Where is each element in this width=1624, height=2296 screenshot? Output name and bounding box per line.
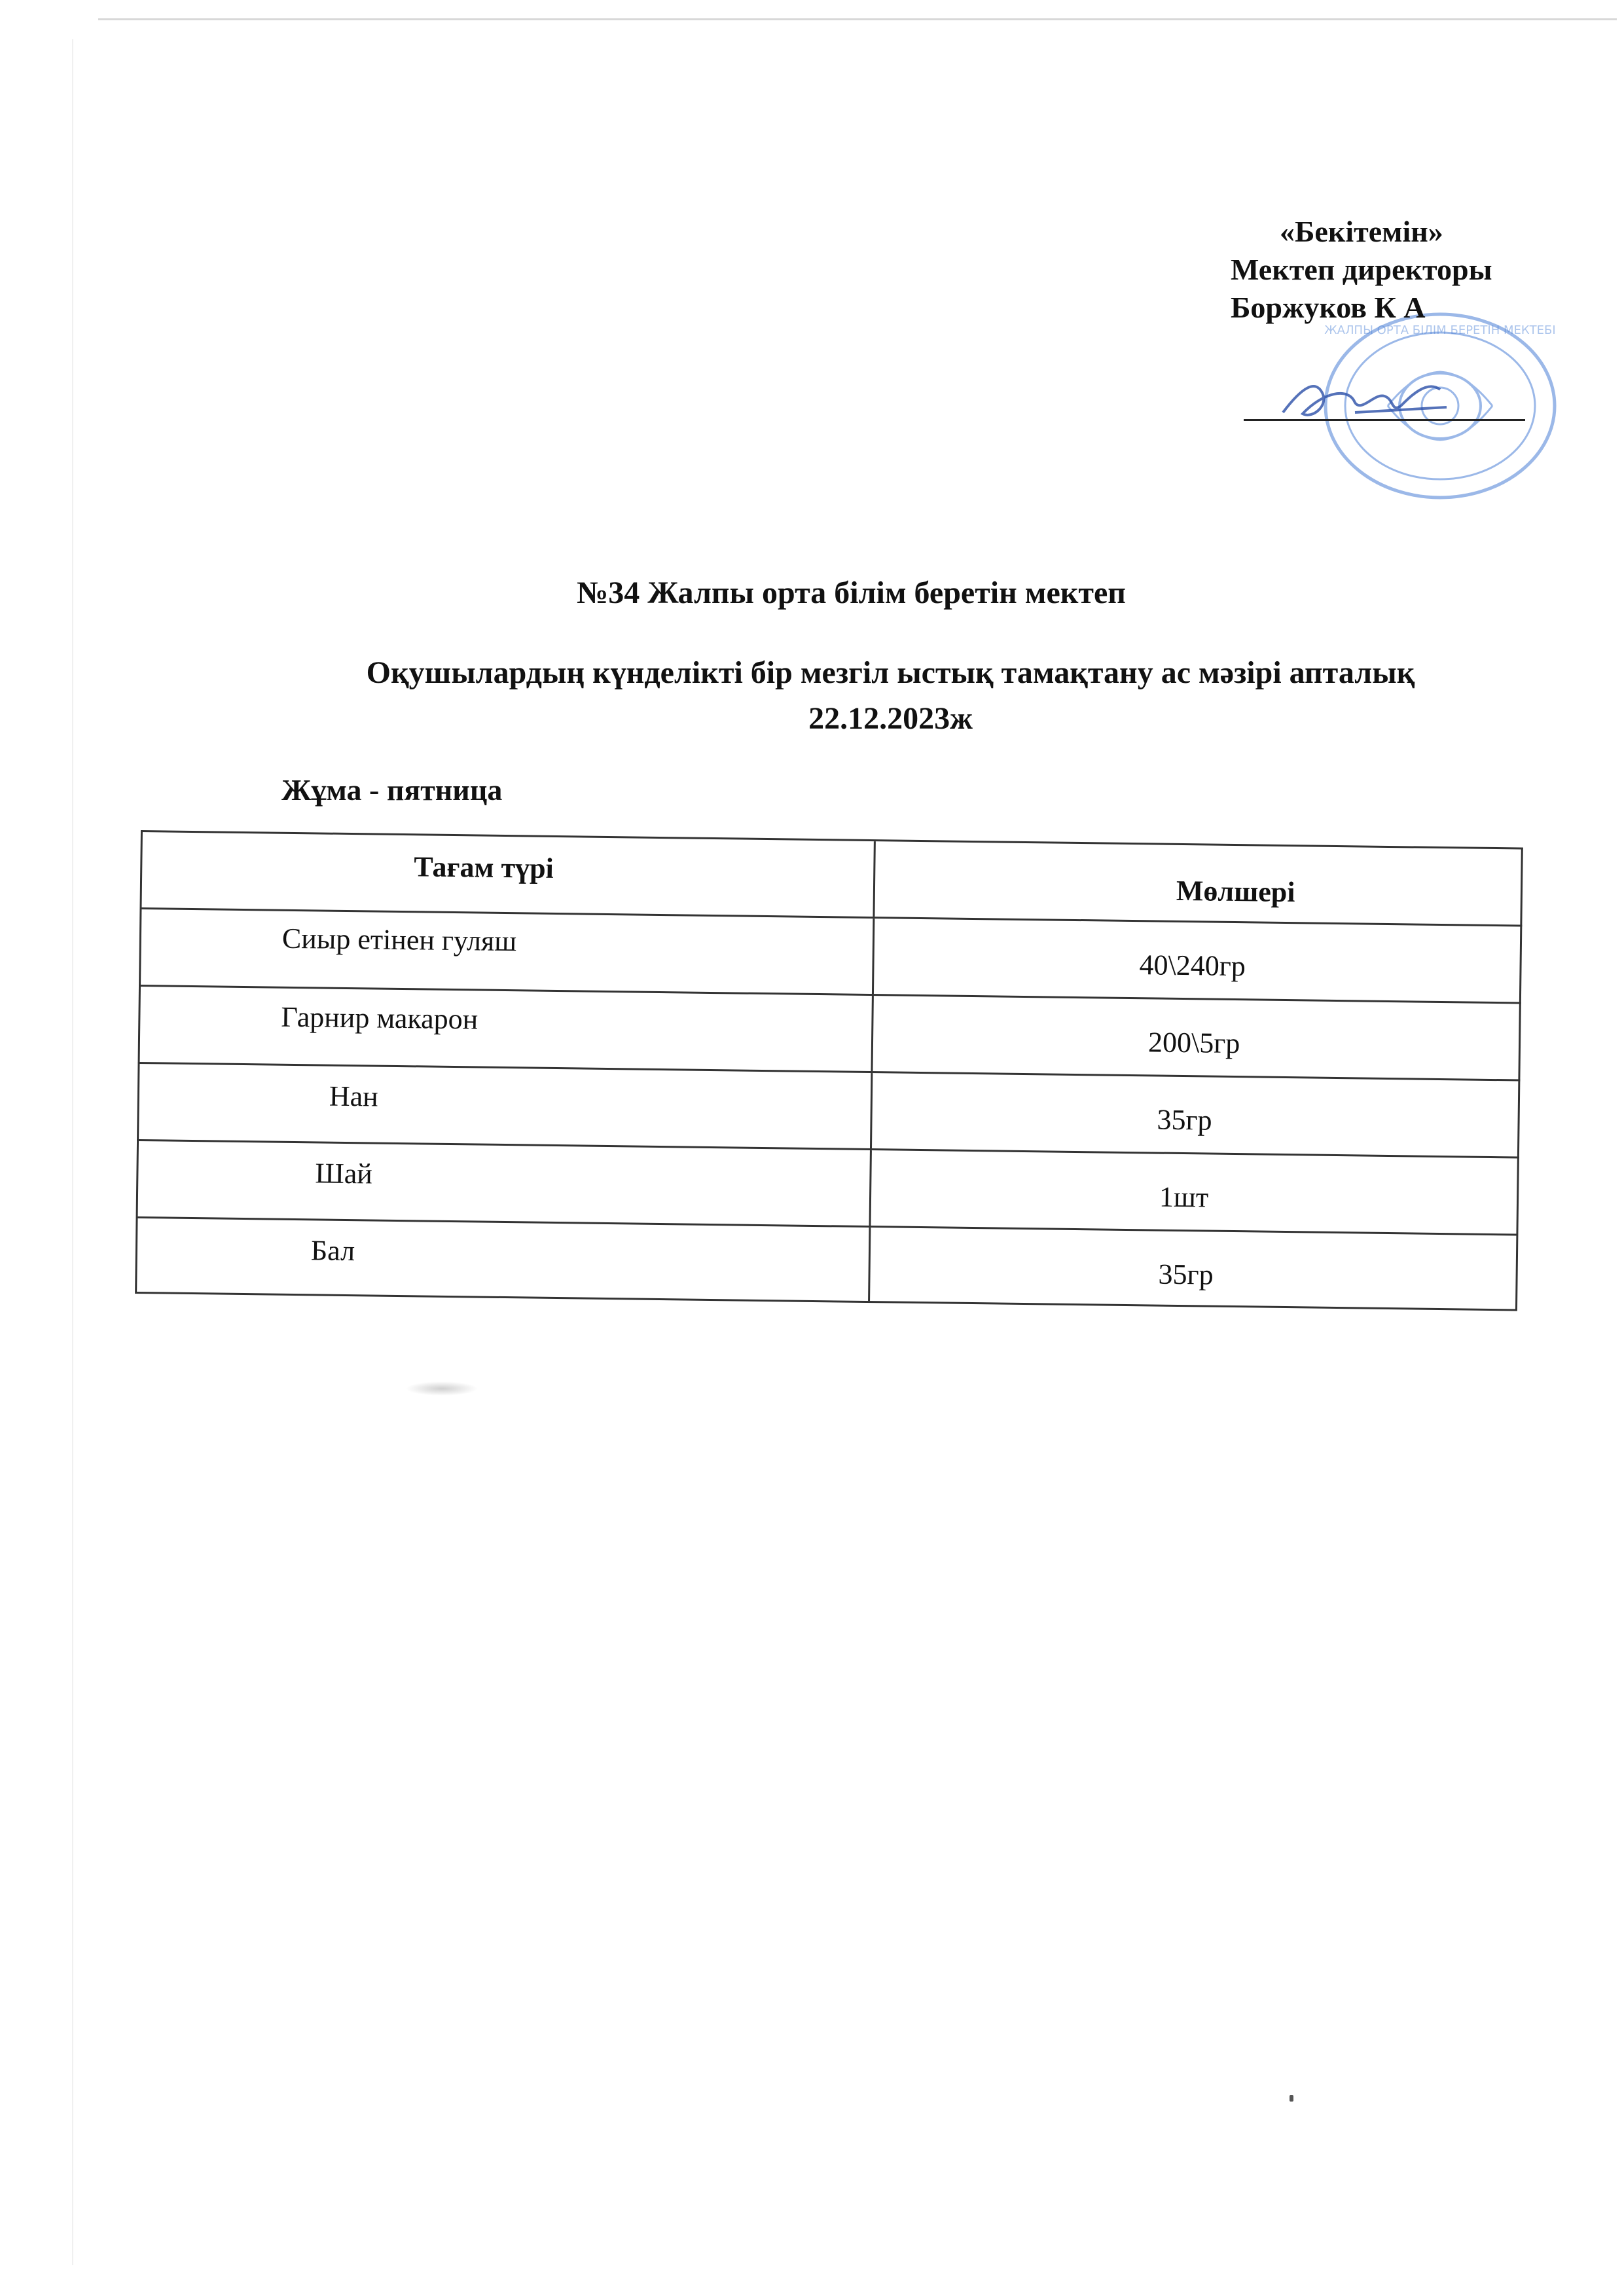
signature-line [1244, 419, 1525, 421]
director-name: Боржуков К А [1231, 291, 1426, 324]
amount-cell [872, 1073, 1518, 1156]
dish-amount: 35гр [1157, 1103, 1212, 1137]
header-cell [875, 841, 1521, 924]
scan-fold [72, 39, 73, 2265]
amount-cell [871, 1150, 1517, 1233]
menu-subtitle: Оқушылардың күнделікті бір мезгіл ыстық тамақтану ас мәзірі апталық [366, 655, 1415, 690]
dish-cell [140, 987, 874, 1071]
dish-cell [138, 1141, 872, 1226]
approval-block [1231, 213, 1492, 327]
dish-name: Гарнир макарон [281, 1000, 478, 1036]
dish-name: Сиыр етінен гуляш [281, 922, 517, 958]
menu-table [135, 830, 1523, 1311]
weekday-label: Жұма - пятница [281, 773, 503, 807]
amount-cell [874, 919, 1520, 1002]
dish-amount: 35гр [1158, 1258, 1214, 1291]
header-cell [142, 832, 876, 917]
dish-cell [137, 1218, 871, 1301]
dish-name: Бал [310, 1234, 355, 1267]
header-dish: Тағам түрі [414, 850, 554, 884]
signature [1276, 367, 1460, 432]
seal-text: ЖАЛПЫ ОРТА БІЛІМ БЕРЕТІН МЕКТЕБІ [1324, 323, 1556, 337]
dish-name: Нан [329, 1080, 379, 1113]
dish-name: Шай [315, 1157, 373, 1190]
menu-date: 22.12.2023ж [808, 701, 973, 736]
approval-heading: «Бекітемін» [1280, 215, 1443, 248]
amount-cell [873, 996, 1519, 1079]
director-position: Мектеп директоры [1231, 253, 1492, 286]
dish-amount: 200\5гр [1147, 1026, 1240, 1060]
dish-amount: 40\240гр [1139, 949, 1246, 983]
scan-smudge [406, 1381, 478, 1396]
dish-cell [141, 909, 875, 994]
scan-speck [1290, 2095, 1293, 2102]
school-title: №34 Жалпы орта білім беретін мектеп [577, 575, 1126, 610]
scan-edge [98, 18, 1617, 20]
dish-cell [139, 1064, 873, 1148]
header-amount: Мөлшері [1176, 874, 1295, 909]
dish-amount: 1шт [1159, 1180, 1209, 1214]
amount-cell [870, 1228, 1516, 1309]
